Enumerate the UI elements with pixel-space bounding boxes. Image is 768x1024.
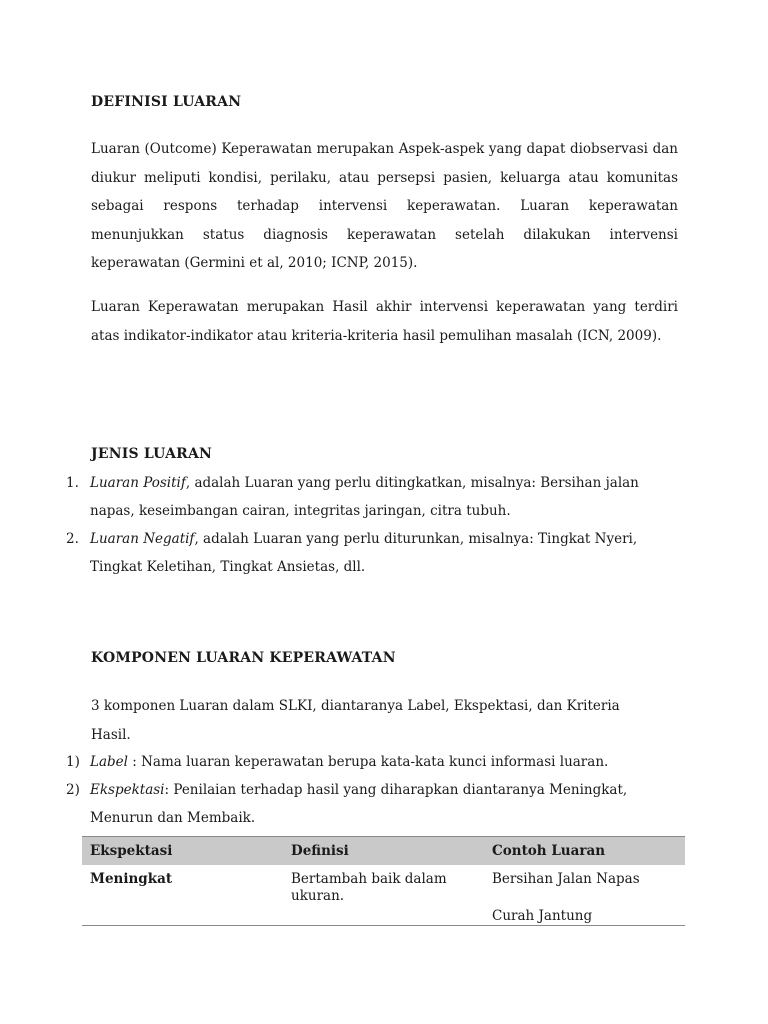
list-item [66,748,686,776]
contoh-luaran-1: Bersihan Jalan Napas [492,871,640,887]
paragraph-komponen-intro: 3 komponen Luaran dalam SLKI, diantaranya Label, Ekspektasi, dan Kriteria Hasil. [91,698,620,743]
heading-komponen-luaran: KOMPONEN LUARAN KEPERAWATAN [91,650,396,666]
list-item-text: , adalah Luaran yang perlu ditingkatkan, misalnya: Bersihan jalan napas, keseimbangan cairan, integritas jaringan, citra tubuh. [90,475,639,519]
term-luaran-negatif: Luaran Negatif [90,531,195,547]
paragraph-definisi-2: Luaran Keperawatan merupakan Hasil akhir intervensi keperawatan yang terdiri atas indikator-indikator atau kriteria-kriteria hasil pemulihan masalah (ICN, 2009). [91,299,678,344]
list-item-text: : Penilaian terhadap hasil yang diharapkan diantaranya Meningkat, Menurun dan Membaik. [90,782,628,826]
list-item [66,469,686,525]
heading-jenis-luaran: JENIS LUARAN [91,446,213,462]
cell-definisi: Bertambah baik dalam ukuran. [283,865,484,926]
list-item-text: , adalah Luaran yang perlu diturunkan, misalnya: Tingkat Nyeri, Tingkat Keletihan, Tingkat Ansietas, dll. [90,531,638,575]
list-number: 2) [66,782,80,798]
cell-ekspektasi: Meningkat [82,865,283,926]
cell-contoh-luaran [484,865,685,926]
header-contoh-luaran: Contoh Luaran [484,837,685,866]
ekspektasi-table [82,836,685,926]
list-item-text: : Nama luaran keperawatan berupa kata-kata kunci informasi luaran. [127,754,609,770]
list-item [66,776,686,832]
list-number: 1) [66,754,80,770]
contoh-luaran-2: Curah Jantung [492,908,593,924]
term-luaran-positif: Luaran Positif [90,475,186,491]
heading-definisi-luaran: DEFINISI LUARAN [91,94,242,110]
list-number: 2. [66,531,79,547]
list-item [66,525,686,581]
jenis-luaran-list [66,469,686,581]
header-ekspektasi: Ekspektasi [82,837,283,866]
table-row [82,865,685,926]
header-definisi: Definisi [283,837,484,866]
term-label: Label [90,754,128,770]
table-header-row [82,837,685,866]
komponen-list [66,748,686,832]
list-number: 1. [66,475,79,491]
paragraph-definisi-1: Luaran (Outcome) Keperawatan merupakan Aspek-aspek yang dapat diobservasi dan diukur meliputi kondisi, perilaku, atau persepsi pasien, keluarga atau komunitas sebagai respons terhadap intervensi keperawatan. Luaran keperawatan menunjukkan status diagnosis keperawatan setelah dilakukan intervensi keperawatan (Germini et al, 2010; ICNP, 2015). [91,141,678,271]
term-ekspektasi: Ekspektasi [90,782,165,798]
